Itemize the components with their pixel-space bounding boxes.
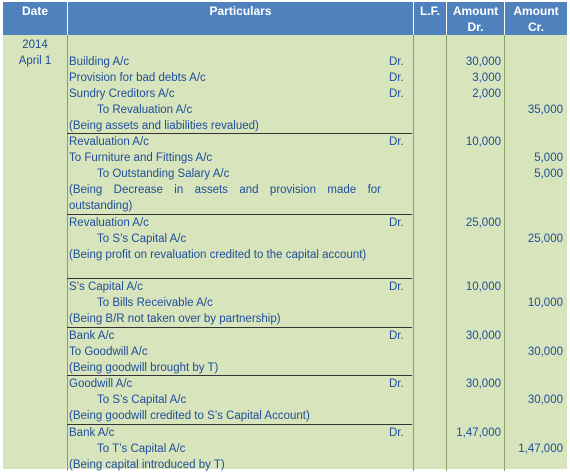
amount-cr: 30,000 xyxy=(527,346,563,358)
header-amount-cr xyxy=(505,2,567,35)
narration: (Being B/R not taken over by partnership) xyxy=(69,313,281,325)
dr-mark: Dr. xyxy=(389,56,404,68)
particulars-line: Revaluation A/c xyxy=(69,217,149,229)
dr-mark: Dr. xyxy=(389,136,404,148)
amount-cr: 35,000 xyxy=(527,104,563,116)
particulars-line: To T’s Capital A/c xyxy=(97,443,186,455)
amount-dr: 25,000 xyxy=(465,217,501,229)
particulars-line: To S’s Capital A/c xyxy=(97,233,187,245)
amount-cr: 25,000 xyxy=(527,233,563,245)
header-amount-dr xyxy=(447,2,504,35)
amount-cr: 1,47,000 xyxy=(518,443,563,455)
narration: (Being goodwill brought by T) xyxy=(69,362,219,374)
particulars-line: Provision for bad debts A/c xyxy=(69,72,206,84)
particulars-line: S’s Capital A/c xyxy=(69,281,143,293)
amount-cr: 5,000 xyxy=(534,152,563,164)
particulars-line: To S’s Capital A/c xyxy=(97,394,187,406)
narration: (Being goodwill credited to S’s Capital Account) xyxy=(69,410,310,422)
particulars-line: To Revaluation A/c xyxy=(97,104,193,116)
dr-mark: Dr. xyxy=(389,88,404,100)
particulars-line: Bank A/c xyxy=(69,330,115,342)
header-date-label: Date xyxy=(21,4,48,18)
header-amount-dr-line1: Amount xyxy=(452,4,499,18)
particulars-line: To Bills Receivable A/c xyxy=(97,297,213,309)
narration: (Being assets and liabilities revalued) xyxy=(69,120,259,132)
particulars-line: Bank A/c xyxy=(69,427,115,439)
header-lf-label: L.F. xyxy=(420,4,440,18)
narration: (Being capital introduced by T) xyxy=(69,459,225,471)
col-divider xyxy=(504,35,505,471)
dr-mark: Dr. xyxy=(389,281,404,293)
amount-cr: 5,000 xyxy=(534,168,563,180)
journal-table xyxy=(2,1,568,470)
particulars-line: To Furniture and Fittings A/c xyxy=(69,152,213,164)
date-year: 2014 xyxy=(22,39,48,51)
amount-cr: 10,000 xyxy=(527,297,563,309)
header-amount-cr-line2: Cr. xyxy=(527,20,544,34)
particulars-line: To Outstanding Salary A/c xyxy=(97,168,230,180)
amount-dr: 30,000 xyxy=(465,330,501,342)
header-particulars xyxy=(68,2,413,35)
date-day: April 1 xyxy=(18,55,52,67)
amount-dr: 2,000 xyxy=(472,88,501,100)
header-date xyxy=(3,2,67,35)
dr-mark: Dr. xyxy=(389,378,404,390)
particulars-line: Building A/c xyxy=(69,56,130,68)
narration: (Being Decrease in assets and provision made for outstanding) xyxy=(69,184,381,212)
amount-cr: 30,000 xyxy=(527,394,563,406)
particulars-line: To Goodwill A/c xyxy=(69,346,148,358)
dr-mark: Dr. xyxy=(389,330,404,342)
header-particulars-label: Particulars xyxy=(209,4,272,18)
amount-dr: 1,47,000 xyxy=(456,427,501,439)
dr-mark: Dr. xyxy=(389,72,404,84)
particulars-line: Goodwill A/c xyxy=(69,378,133,390)
narration: (Being profit on revaluation credited to the capital account) xyxy=(69,249,367,261)
amount-dr: 30,000 xyxy=(465,378,501,390)
header-lf xyxy=(414,2,446,35)
header-amount-cr-line1: Amount xyxy=(513,4,559,18)
amount-dr: 3,000 xyxy=(472,72,501,84)
amount-dr: 30,000 xyxy=(465,56,501,68)
amount-dr: 10,000 xyxy=(465,281,501,293)
col-divider xyxy=(446,35,447,471)
particulars-line: Sundry Creditors A/c xyxy=(69,88,175,100)
dr-mark: Dr. xyxy=(389,217,404,229)
particulars-line: Revaluation A/c xyxy=(69,136,149,148)
col-divider xyxy=(67,35,68,471)
header-amount-dr-line2: Dr. xyxy=(467,20,484,34)
amount-dr: 10,000 xyxy=(465,136,501,148)
dr-mark: Dr. xyxy=(389,427,404,439)
